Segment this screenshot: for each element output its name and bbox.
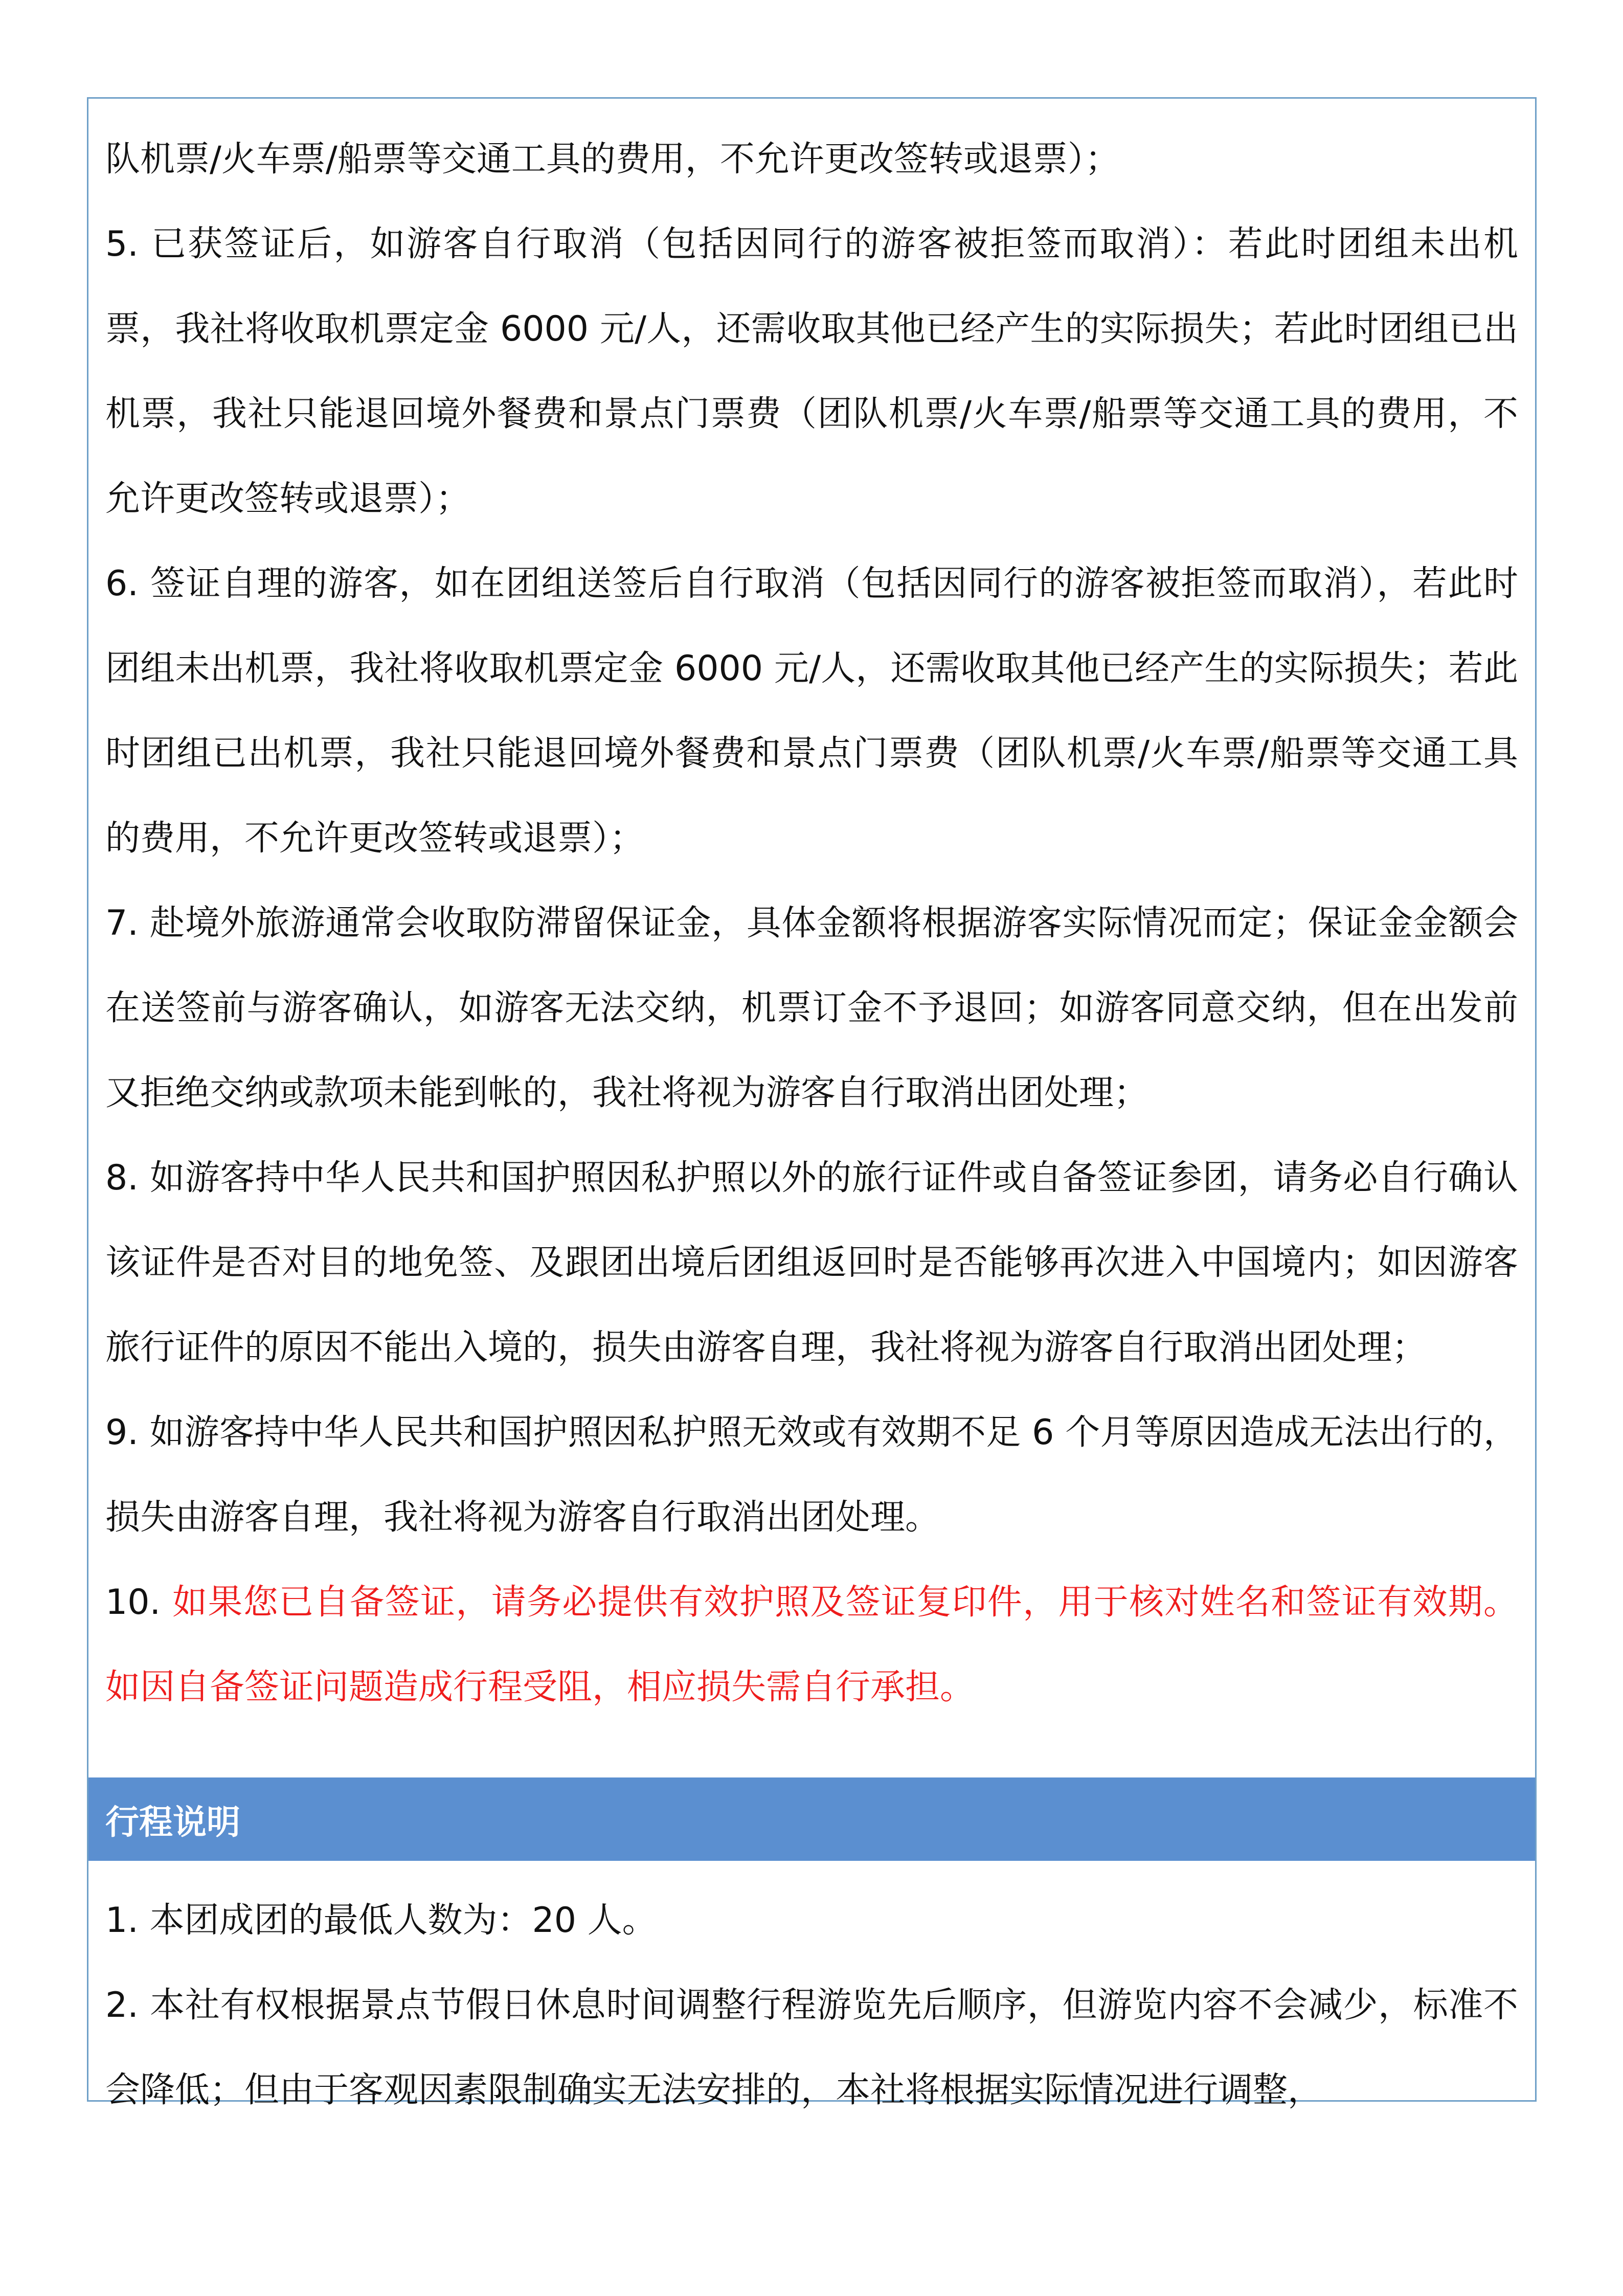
item-text: 赴境外旅游通常会收取防滞留保证金，具体金额将根据游客实际情况而定；保证金金额会在送签前与游客确认，如游客无法交纳，机票订金不予退回；如游客同意交纳，但在出发前又拒绝交纳或款项未能到帐的，我社将视为游客自行取消出团处理；	[105, 903, 1518, 1113]
list-item	[105, 1963, 1518, 2133]
itinerary-section	[88, 1878, 1535, 2133]
item-text: 如游客持中华人民共和国护照因私护照以外的旅行证件或自备签证参团，请务必自行确认该证件是否对目的地免签、及跟团出境后团组返回时是否能够再次进入中国境内；如因游客旅行证件的原因不能出入境的，损失由游客自理，我社将视为游客自行取消出团处理；	[105, 1158, 1518, 1368]
highlighted-list-item	[105, 1560, 1518, 1730]
section-title: 行程说明	[105, 1803, 240, 1842]
list-item	[105, 542, 1518, 881]
policy-section	[88, 117, 1535, 1730]
list-item	[105, 1136, 1518, 1390]
item-text: 已获签证后，如游客自行取消（包括因同行的游客被拒签而取消）：若此时团组未出机票，我社将收取机票定金 6000 元/人，还需收取其他已经产生的实际损失；若此时团组已出机票，我社只能退回境外餐费和景点门票费（团队机票/火车票/船票等交通工具的费用，不允许更改签转或退票）；	[105, 224, 1518, 519]
section-header-itinerary	[88, 1777, 1535, 1861]
item-number: 9.	[105, 1412, 139, 1453]
item-text: 如游客持中华人民共和国护照因私护照无效或有效期不足 6 个月等原因造成无法出行的，损失由游客自理，我社将视为游客自行取消出团处理。	[105, 1412, 1518, 1538]
item-number: 8.	[105, 1158, 139, 1198]
continuation-paragraph	[105, 117, 1518, 202]
item-number: 1.	[105, 1900, 139, 1941]
item-number: 2.	[105, 1985, 139, 2025]
content-frame	[87, 97, 1537, 2110]
item-number: 5.	[105, 224, 139, 264]
list-item	[105, 1878, 1518, 1963]
item-number: 7.	[105, 903, 139, 943]
item-text: 如果您已自备签证，请务必提供有效护照及签证复印件，用于核对姓名和签证有效期。如因自备签证问题造成行程受阻，相应损失需自行承担。	[105, 1582, 1518, 1707]
item-text: 本社有权根据景点节假日休息时间调整行程游览先后顺序，但游览内容不会减少，标准不会降低；但由于客观因素限制确实无法安排的，本社将根据实际情况进行调整，	[105, 1985, 1518, 2110]
item-number: 6.	[105, 564, 139, 604]
item-number: 10.	[105, 1582, 161, 1623]
list-item	[105, 881, 1518, 1136]
item-text: 签证自理的游客，如在团组送签后自行取消（包括因同行的游客被拒签而取消），若此时团组未出机票，我社将收取机票定金 6000 元/人，还需收取其他已经产生的实际损失；若此时团组已出机票，我社只能退回境外餐费和景点门票费（团队机票/火车票/船票等交通工具的费用，不允许更改签转或退票）；	[105, 564, 1518, 859]
list-item	[105, 1390, 1518, 1560]
item-text: 本团成团的最低人数为：20 人。	[149, 1900, 657, 1941]
list-item	[105, 202, 1518, 542]
paragraph-text: 队机票/火车票/船票等交通工具的费用，不允许更改签转或退票）；	[105, 139, 1120, 179]
